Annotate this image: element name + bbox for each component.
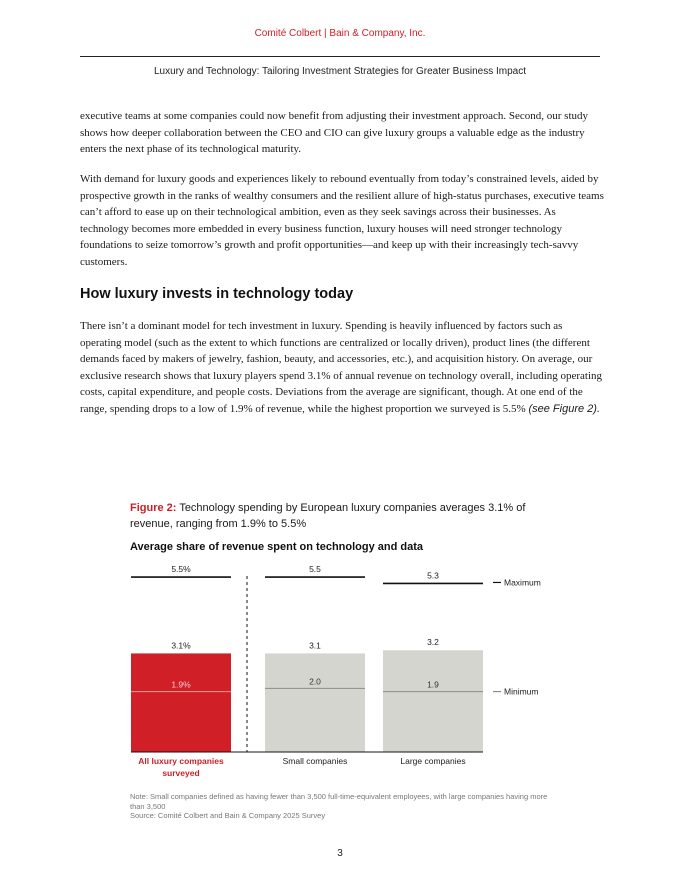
header-divider [80,56,600,57]
chart [120,560,570,785]
figure-label: Figure 2: [130,502,177,514]
bar-2 [383,650,483,752]
maximum-label-0: 5.5% [171,564,191,575]
header-title: Luxury and Technology: Tailoring Investment Strategies for Greater Business Impact [153,66,527,77]
section-heading: How luxury invests in technology today [80,286,354,302]
bar-0 [131,653,231,752]
category-label-0-line1: All luxury companies [138,756,224,766]
body-paragraph-3 [80,318,604,418]
average-label-1: 3.1 [309,640,321,651]
minimum-label-0: 1.9% [171,679,191,690]
chart-title: Average share of revenue spent on technology and data [130,541,423,553]
body-paragraph-2: With demand for luxury goods and experiences likely to rebound eventually from today’s constrained levels, aided by prospective growth in the ranks of wealthy consumers and the resilient allure of high-status purchases, executive teams can’t afford to ease up on their technological ambition, even as they seek savings across their businesses. As technology becomes more embedded in every business function, luxury houses will need stronger technology foundations to seize tomorrow’s growth and profit opportunities—and keep up with their increasingly tech-savvy customers. [80,173,604,268]
figure-caption [130,500,550,532]
average-label-2: 3.2 [427,637,439,648]
figure-reference-link: (see Figure 2). [528,402,600,415]
page-number: 3 [337,848,343,859]
maximum-label-1: 5.5 [309,564,321,575]
figure-caption-text: Technology spending by European luxury companies averages 3.1% of revenue, ranging from 1.9% to 5.5% [130,502,526,530]
maximum-label-2: 5.3 [427,570,439,581]
legend-minimum-label: Minimum [504,686,539,697]
figure-source: Source: Comité Colbert and Bain & Company 2025 Survey [130,811,326,820]
header-brand: Comité Colbert | Bain & Company, Inc. [254,28,426,39]
category-label-0-line2: surveyed [162,768,200,778]
minimum-label-2: 1.9 [427,679,439,690]
category-label-2: Large companies [400,756,466,766]
bar-1 [265,653,365,752]
body-paragraph-3-text: There isn’t a dominant model for tech investment in luxury. Spending is heavily influenced by factors such as operating model (such as the extent to which functions are centralized or locally driven), product lines (the different demands faced by makers of jewelry, fashion, beauty, and accessories, etc.), and acquisition history. On average, our exclusive research shows that luxury players spend 3.1% of annual revenue on technology overall, including operating costs, capital expenditure, and people costs. Deviations from the average are significant, though. At one end of the range, spending drops to a low of 1.9% of revenue, while the highest proportion we surveyed is 5.5% [80,320,603,415]
minimum-label-1: 2.0 [309,676,321,687]
figure-note-text: Note: Small companies defined as having fewer than 3,500 full-time-equivalent employees, with large companies having more than 3,500 [130,792,548,811]
body-paragraph-1: executive teams at some companies could now benefit from adjusting their investment approach. Second, our study shows how deeper collaboration between the CEO and CIO can give luxury groups a valuable edge as the industry enters the next phase of its technological maturity. [80,110,589,156]
category-label-1: Small companies [282,756,348,766]
figure-note [130,792,560,821]
average-label-0: 3.1% [171,640,191,651]
legend-maximum-label: Maximum [504,577,541,588]
